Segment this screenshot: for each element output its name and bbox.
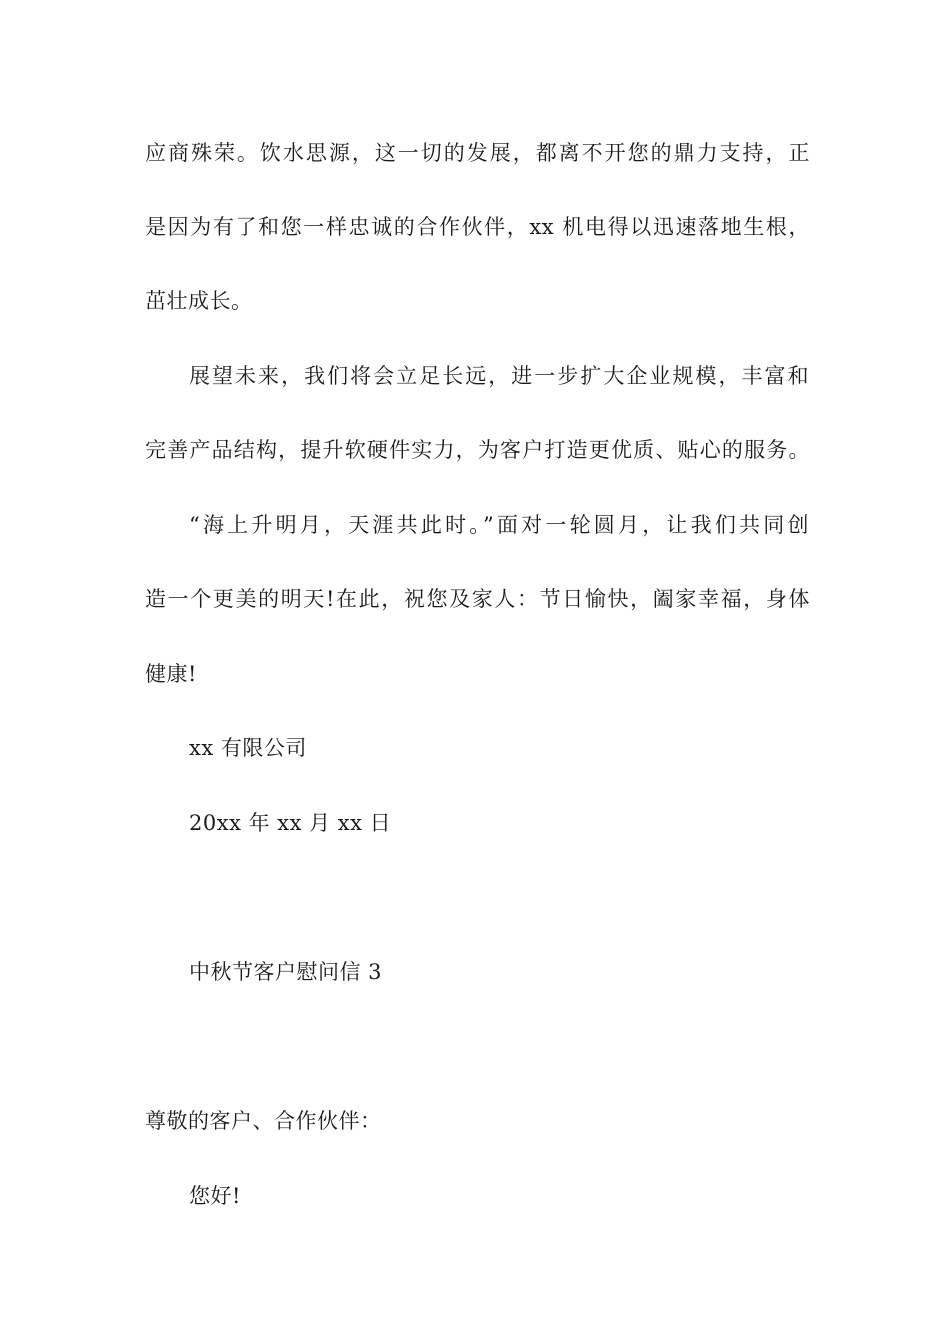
paragraph-line: 应商殊荣。饮水思源，这一切的发展，都离不开您的鼎力支持，正 xyxy=(145,141,810,165)
paragraph-line: 茁壮成长。 xyxy=(145,289,253,313)
section-title: 中秋节客户慰问信 3 xyxy=(189,960,383,984)
paragraph-line: 是因为有了和您一样忠诚的合作伙伴，xx 机电得以迅速落地生根， xyxy=(145,215,810,239)
paragraph-line: 完善产品结构，提升软硬件实力，为客户打造更优质、贴心的服务。 xyxy=(145,438,810,462)
paragraph-line: 展望未来，我们将会立足长远，进一步扩大企业规模，丰富和 xyxy=(189,364,809,388)
greeting: 您好! xyxy=(189,1184,241,1208)
paragraph-line: 造一个更美的明天!在此，祝您及家人：节日愉快，阖家幸福，身体 xyxy=(145,587,810,611)
signature-date: 20xx 年 xx 月 xx 日 xyxy=(189,811,392,835)
salutation: 尊敬的客户、合作伙伴： xyxy=(145,1109,382,1133)
paragraph-line: “海上升明月，天涯共此时。”面对一轮圆月，让我们共同创 xyxy=(189,513,809,537)
signature-company: xx 有限公司 xyxy=(189,736,307,760)
paragraph-line: 健康! xyxy=(145,662,197,686)
